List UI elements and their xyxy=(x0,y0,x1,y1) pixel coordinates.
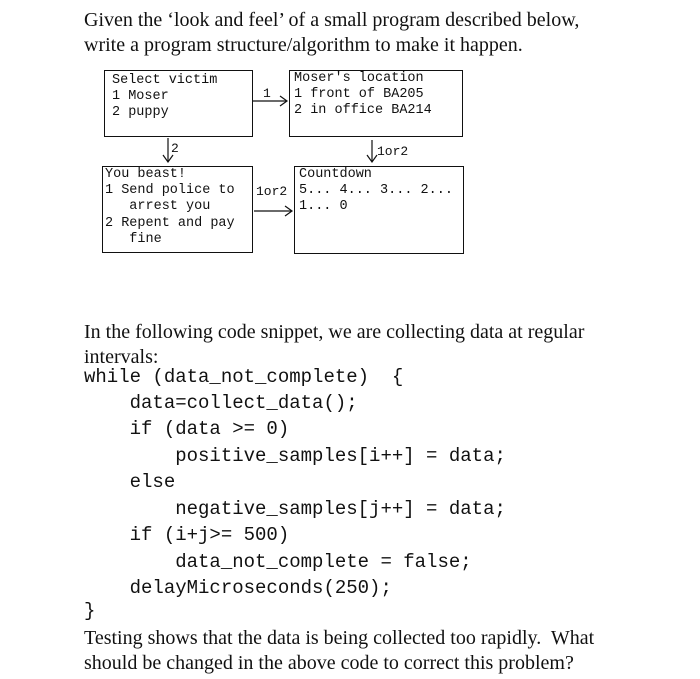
box-beast-option-1: 1 Send police to xyxy=(105,183,235,198)
question1-line1: Given the ‘look and feel’ of a small program described below, xyxy=(84,9,580,31)
diagram-arrows xyxy=(0,0,700,300)
question2-intro-line1: In the following code snippet, we are collecting data at regular xyxy=(84,321,585,343)
question2-outro-line2: should be changed in the above code to correct this problem? xyxy=(84,652,574,674)
box-select-title: Select victim xyxy=(112,73,218,88)
code-line: if (i+j>= 500) xyxy=(84,524,290,546)
code-line: } xyxy=(84,600,96,622)
code-line: else xyxy=(84,471,176,493)
box-select-option-2: 2 puppy xyxy=(112,105,169,120)
question2-outro-line1: Testing shows that the data is being collected too rapidly. What xyxy=(84,627,595,649)
arrow-label-2: 2 xyxy=(171,141,179,156)
code-line: data=collect_data(); xyxy=(84,392,358,414)
box-beast-option-2-cont: fine xyxy=(105,232,162,247)
box-countdown-title: Countdown xyxy=(299,167,372,182)
code-line: delayMicroseconds(250); xyxy=(84,577,392,599)
code-line: while (data_not_complete) { xyxy=(84,366,404,388)
question2-intro-line2: intervals: xyxy=(84,346,159,368)
box-countdown-line-1: 5... 4... 3... 2... xyxy=(299,183,453,198)
arrow-label-1or2-left: 1or2 xyxy=(256,184,288,199)
box-beast-option-1-cont: arrest you xyxy=(105,199,211,214)
box-beast-title: You beast! xyxy=(105,167,187,182)
box-location-option-1: 1 front of BA205 xyxy=(294,87,424,102)
code-line: positive_samples[i++] = data; xyxy=(84,445,506,467)
arrow-label-1: 1 xyxy=(263,86,271,101)
question1-line2: write a program structure/algorithm to make it happen. xyxy=(84,34,523,56)
code-line: if (data >= 0) xyxy=(84,418,290,440)
arrow-label-1or2-top: 1or2 xyxy=(377,144,409,159)
box-beast-option-2: 2 Repent and pay xyxy=(105,216,235,231)
box-location-option-2: 2 in office BA214 xyxy=(294,103,432,118)
code-line: negative_samples[j++] = data; xyxy=(84,498,506,520)
box-select-option-1: 1 Moser xyxy=(112,89,169,104)
box-countdown-line-2: 1... 0 xyxy=(299,199,348,214)
box-location-title: Moser's location xyxy=(294,71,424,86)
code-line: data_not_complete = false; xyxy=(84,551,472,573)
